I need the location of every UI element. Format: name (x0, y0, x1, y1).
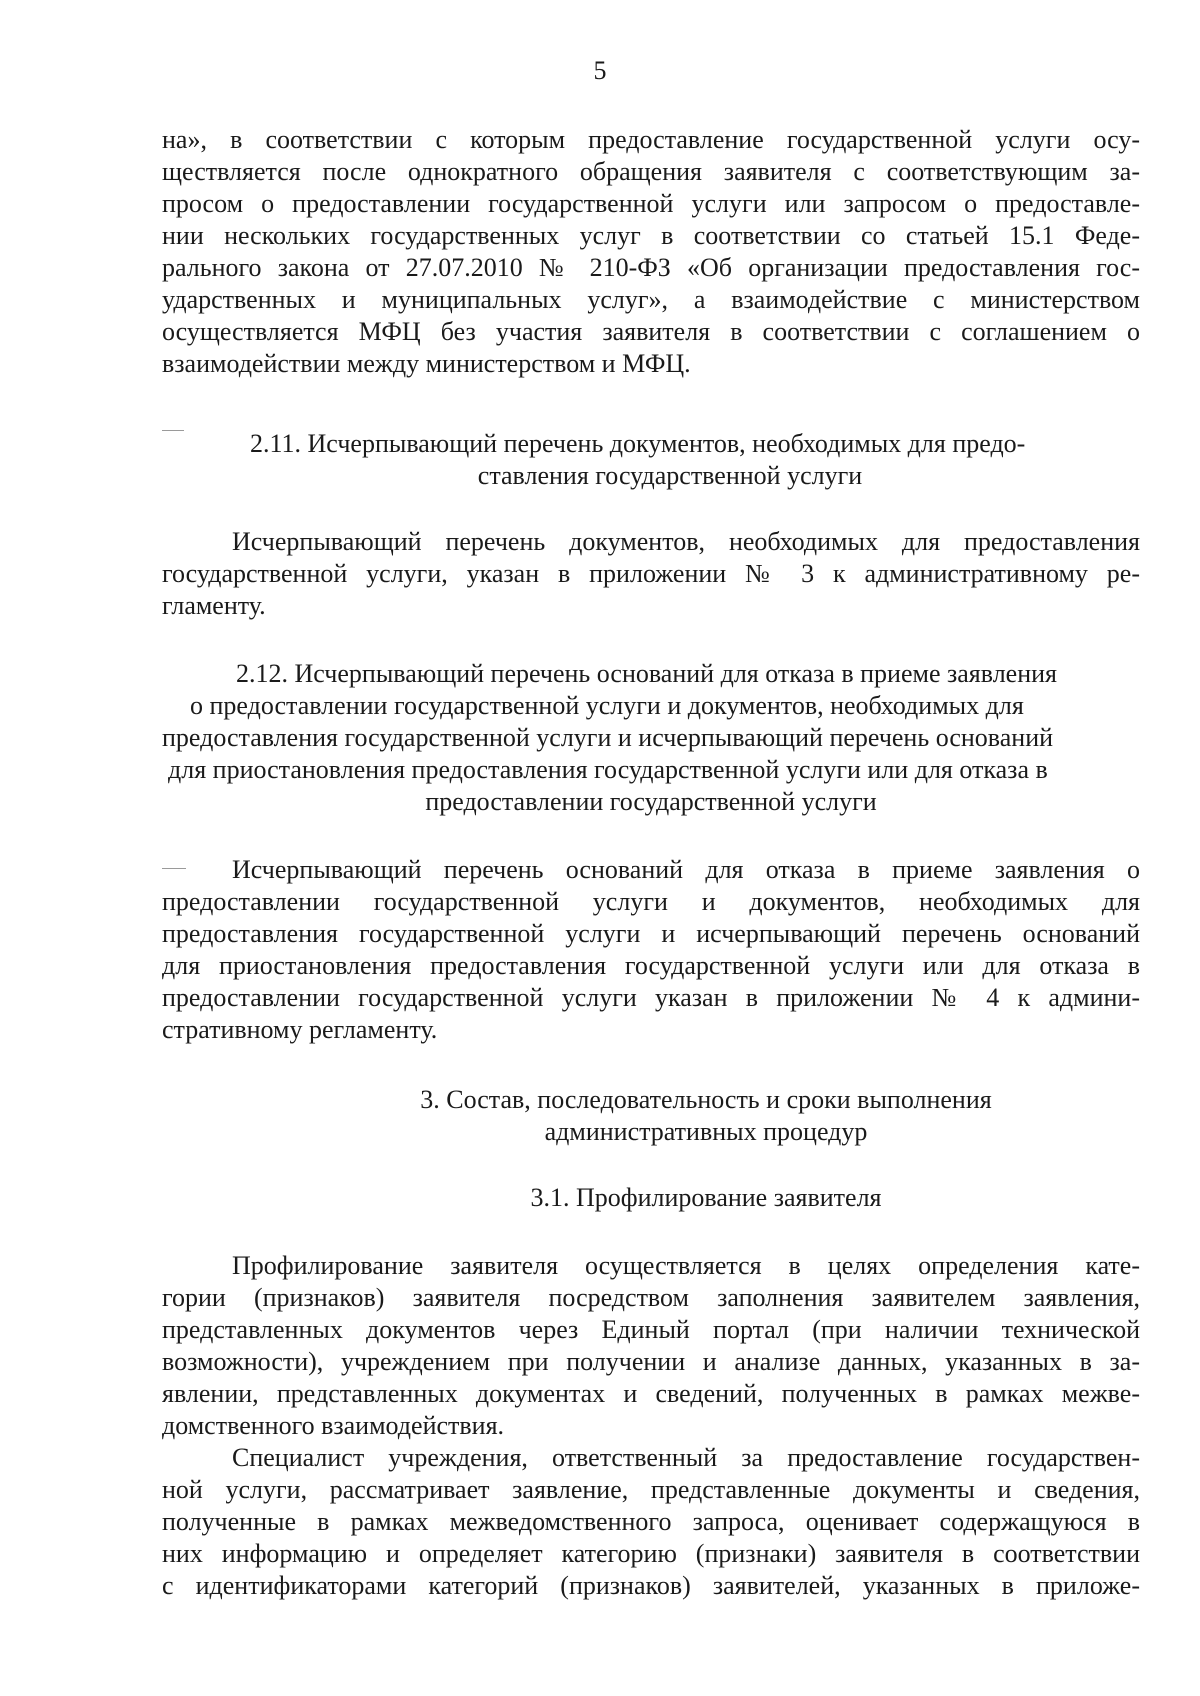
text-line: стративному регламенту. (162, 1015, 438, 1044)
text-line: домственного взаимодействия. (162, 1411, 505, 1440)
paragraph-intro (162, 124, 1140, 380)
text-line: возможности), учреждением при получении и анализе данных, указанных в за- (162, 1347, 1140, 1376)
heading-line: предоставлении государственной услуги (425, 787, 877, 816)
text-line: на», в соответствии с которым предоставление государственной услуги осу- (162, 125, 1140, 154)
scan-artifact (162, 430, 184, 431)
heading-line: ставления государственной услуги (477, 461, 863, 490)
heading-line: 3. Состав, последовательность и сроки выполнения (420, 1085, 992, 1114)
text-line: просом о предоставлении государственной услуги или запросом о предоставле- (162, 189, 1140, 218)
section-heading-2-12 (162, 658, 1140, 818)
text-line: представленных документов через Единый портал (при наличии технической (162, 1315, 1140, 1344)
text-line: предоставлении государственной услуги указан в приложении № 4 к админи- (162, 983, 1140, 1012)
text-line: Исчерпывающий перечень оснований для отказа в приеме заявления о (232, 855, 1140, 884)
text-line: ной услуги, рассматривает заявление, представленные документы и сведения, (162, 1475, 1140, 1504)
paragraph-3-1-a (162, 1250, 1140, 1442)
text-line: полученные в рамках межведомственного запроса, оценивает содержащуюся в (162, 1507, 1140, 1536)
heading-line: 3.1. Профилирование заявителя (530, 1183, 882, 1212)
section-heading-2-11 (250, 428, 1130, 492)
heading-line: о предоставлении государственной услуги и документов, необходимых для (190, 691, 1024, 720)
heading-line: административных процедур (544, 1117, 868, 1146)
text-line: нии нескольких государственных услуг в соответствии со статьей 15.1 Феде- (162, 221, 1140, 250)
text-line: ществляется после однократного обращения заявителя с соответствующим за- (162, 157, 1140, 186)
heading-line: предоставления государственной услуги и исчерпывающий перечень оснований (162, 723, 1054, 752)
text-line: для приостановления предоставления государственной услуги или для отказа в (162, 951, 1140, 980)
text-line: Исчерпывающий перечень документов, необходимых для предоставления (232, 527, 1140, 556)
text-line: явлении, представленных документах и сведений, полученных в рамках межве- (162, 1379, 1140, 1408)
text-line: с идентификаторами категорий (признаков) заявителей, указанных в приложе- (162, 1571, 1140, 1600)
text-line: взаимодействии между министерством и МФЦ. (162, 349, 691, 378)
text-line: рального закона от 27.07.2010 № 210-ФЗ «Об организации предоставления гос- (162, 253, 1140, 282)
heading-line: для приостановления предоставления государственной услуги или для отказа в (168, 755, 1048, 784)
paragraph-3-1-b (162, 1442, 1140, 1602)
heading-line: 2.11. Исчерпывающий перечень документов, необходимых для предо- (250, 429, 1026, 458)
text-line: Специалист учреждения, ответственный за предоставление государствен- (232, 1443, 1140, 1472)
text-line: осуществляется МФЦ без участия заявителя в соответствии с соглашением о (162, 317, 1140, 346)
text-line: ударственных и муниципальных услуг», а взаимодействие с министерством (162, 285, 1140, 314)
text-line: них информацию и определяет категорию (признаки) заявителя в соответствии (162, 1539, 1140, 1568)
text-line: предоставлении государственной услуги и документов, необходимых для (162, 887, 1140, 916)
page-number: 5 (593, 56, 607, 85)
section-heading-3-1 (162, 1182, 1140, 1214)
heading-line: 2.12. Исчерпывающий перечень оснований для отказа в приеме заявления (236, 659, 1058, 688)
text-line: Профилирование заявителя осуществляется в целях определения кате- (232, 1251, 1140, 1280)
text-line: государственной услуги, указан в приложении № 3 к административному ре- (162, 559, 1140, 588)
paragraph-2-12 (162, 854, 1140, 1046)
text-line: гории (признаков) заявителя посредством заполнения заявителем заявления, (162, 1283, 1140, 1312)
text-line: предоставления государственной услуги и исчерпывающий перечень оснований (162, 919, 1140, 948)
section-heading-3 (162, 1084, 1140, 1148)
text-line: гламенту. (162, 591, 266, 620)
paragraph-2-11 (162, 526, 1140, 622)
